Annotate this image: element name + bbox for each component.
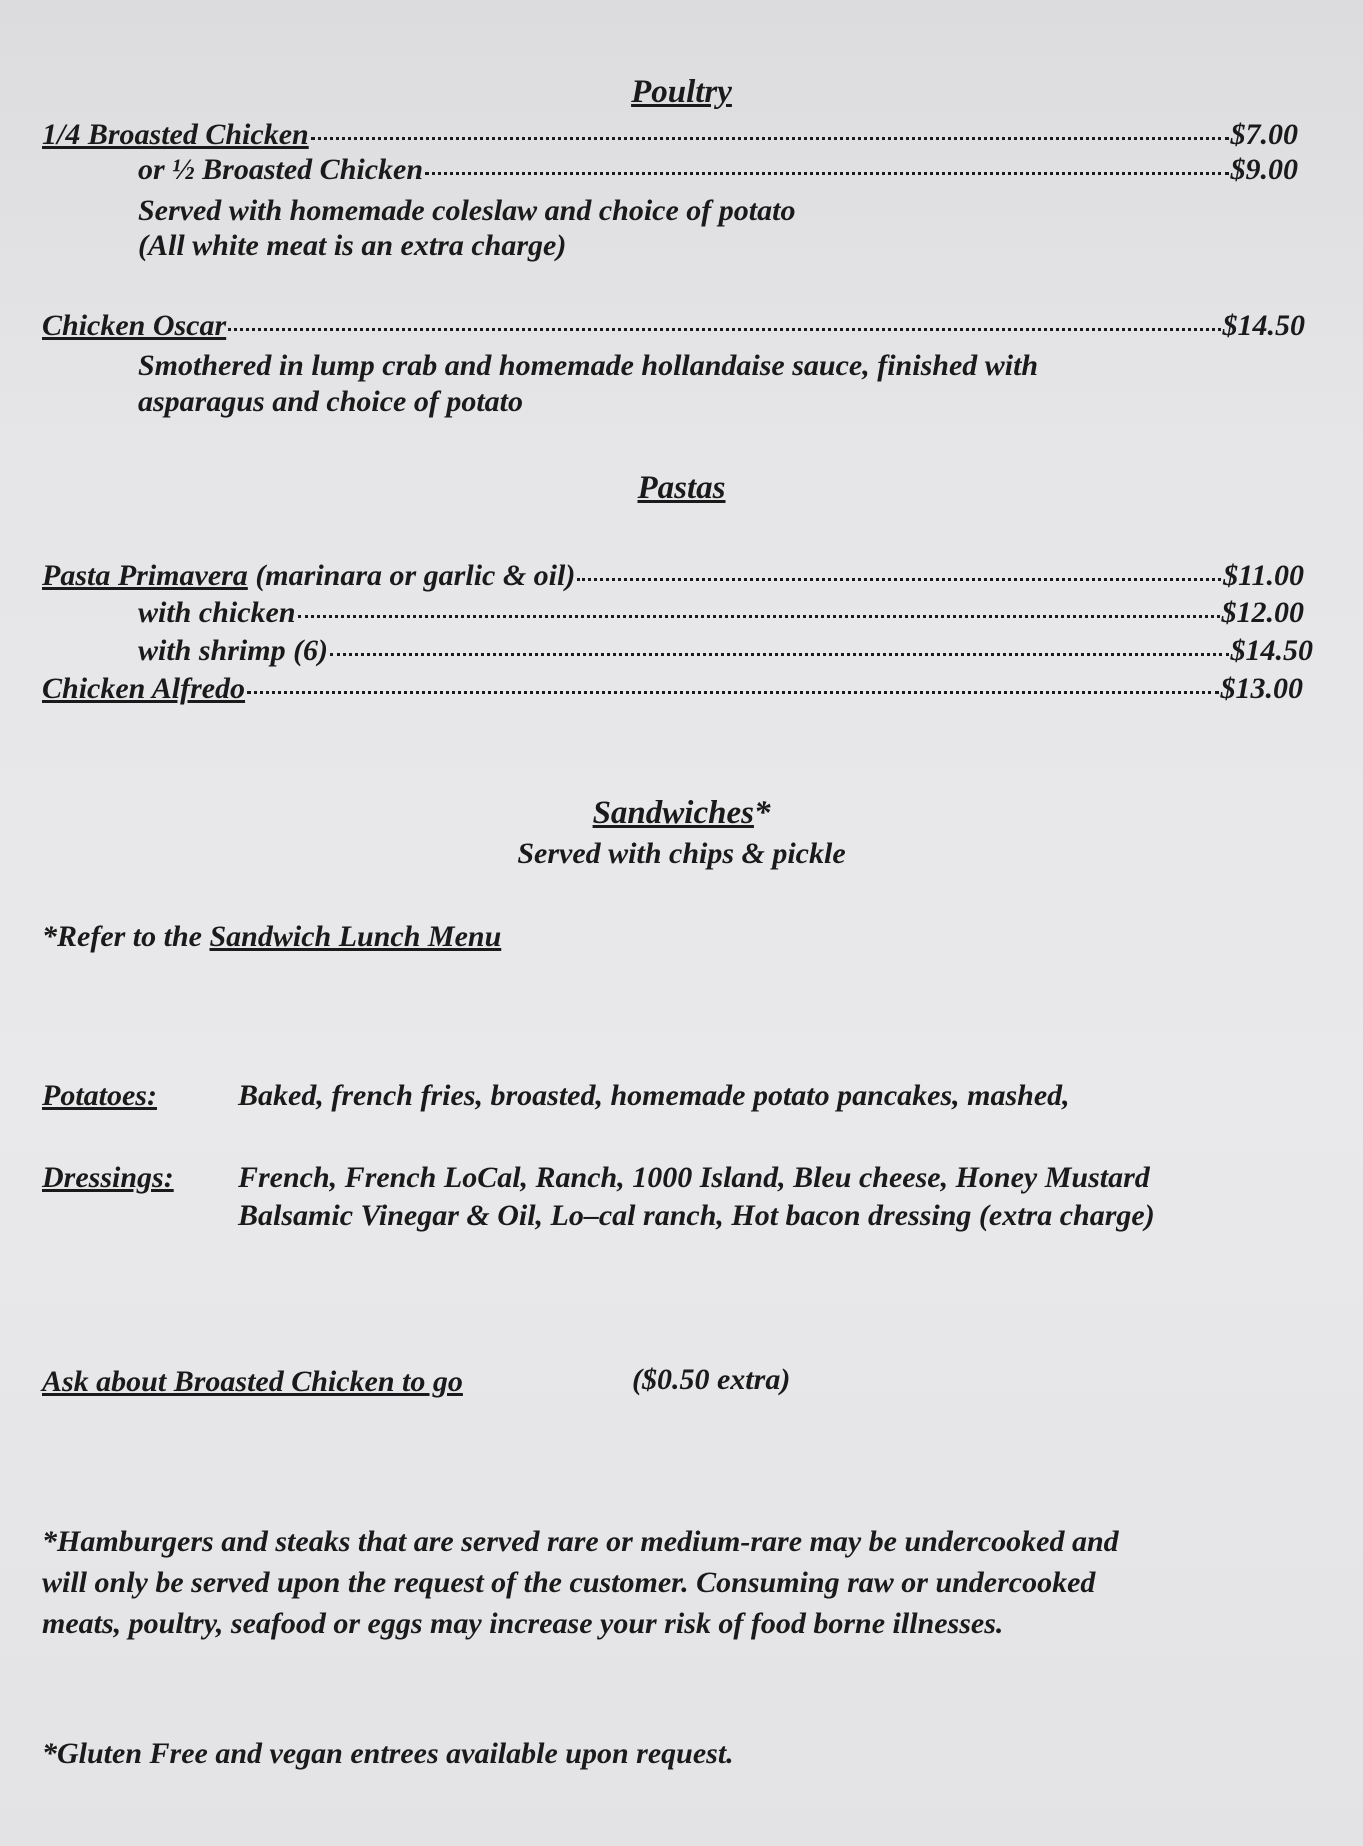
item-name: 1/4 Broasted Chicken: [42, 118, 309, 151]
sandwich-lunch-menu-reference: Sandwich Lunch Menu: [209, 920, 502, 953]
refer-prefix: *Refer to the: [42, 920, 210, 953]
item-description: asparagus and choice of potato: [138, 385, 524, 418]
broasted-chicken-to-go-note: Ask about Broasted Chicken to go: [42, 1365, 463, 1398]
leader-dots: [298, 615, 1220, 618]
dressings-label: Dressings:: [42, 1161, 174, 1194]
undercooked-warning-line-1: *Hamburgers and steaks that are served rare or medium-rare may be undercooked and: [42, 1525, 1119, 1558]
item-name: or ½ Broasted Chicken: [138, 153, 424, 186]
item-price: $11.00: [1223, 559, 1304, 592]
to-go-extra-charge: ($0.50 extra): [632, 1363, 791, 1396]
item-description: Smothered in lump crab and homemade hollandaise sauce, finished with: [138, 349, 1039, 382]
item-name: [42, 559, 575, 593]
potatoes-options: Baked, french fries, broasted, homemade potato pancakes, mashed,: [238, 1079, 1070, 1112]
item-price: $13.00: [1220, 672, 1303, 705]
menu-item-chicken-oscar: [42, 309, 1305, 343]
item-name-suffix: (marinara or garlic & oil): [247, 559, 576, 592]
item-price: $12.00: [1221, 596, 1304, 629]
menu-item-half-chicken: [138, 153, 1298, 187]
item-price: $14.50: [1230, 634, 1313, 667]
undercooked-warning-line-3: meats, poultry, seafood or eggs may increase your risk of food borne illnesses.: [42, 1607, 1004, 1640]
pastas-heading: Pastas: [637, 470, 726, 506]
menu-item-pasta-primavera: [42, 559, 1304, 593]
sandwiches-heading: [0, 795, 1363, 832]
dressings-options-line-1: French, French LoCal, Ranch, 1000 Island, Bleu cheese, Honey Mustard: [238, 1161, 1150, 1194]
item-price: $7.00: [1230, 118, 1298, 151]
poultry-heading: Poultry: [631, 74, 732, 110]
menu-item-quarter-chicken: [42, 118, 1298, 152]
undercooked-warning-line-2: will only be served upon the request of the customer. Consuming raw or undercooked: [42, 1566, 1096, 1599]
item-name: Chicken Oscar: [42, 309, 227, 342]
menu-item-pasta-with-chicken: [138, 596, 1304, 630]
gluten-free-note: *Gluten Free and vegan entrees available upon request.: [42, 1737, 734, 1770]
item-price: $9.00: [1230, 153, 1298, 186]
dressings-options-line-2: Balsamic Vinegar & Oil, Lo–cal ranch, Hot bacon dressing (extra charge): [238, 1199, 1155, 1232]
item-description: (All white meat is an extra charge): [138, 229, 567, 262]
leader-dots: [425, 172, 1228, 175]
sandwiches-subheading: Served with chips & pickle: [517, 837, 846, 870]
item-description: Served with homemade coleslaw and choice of potato: [138, 194, 796, 227]
leader-dots: [577, 578, 1221, 581]
item-name: with shrimp (6): [138, 634, 329, 667]
item-name: Chicken Alfredo: [42, 672, 246, 705]
potatoes-label: Potatoes:: [42, 1079, 157, 1112]
menu-item-pasta-with-shrimp: [138, 634, 1313, 668]
leader-dots: [330, 653, 1228, 656]
menu-item-chicken-alfredo: [42, 672, 1303, 706]
item-name-main: Pasta Primavera: [42, 559, 248, 592]
sandwiches-heading-mark: *: [753, 795, 771, 831]
sandwiches-heading-text: Sandwiches: [592, 795, 754, 831]
leader-dots: [247, 691, 1218, 694]
leader-dots: [228, 328, 1220, 331]
item-price: $14.50: [1222, 309, 1305, 342]
item-name: with chicken: [138, 596, 296, 629]
sandwich-refer-note: [42, 920, 501, 954]
leader-dots: [311, 137, 1229, 140]
